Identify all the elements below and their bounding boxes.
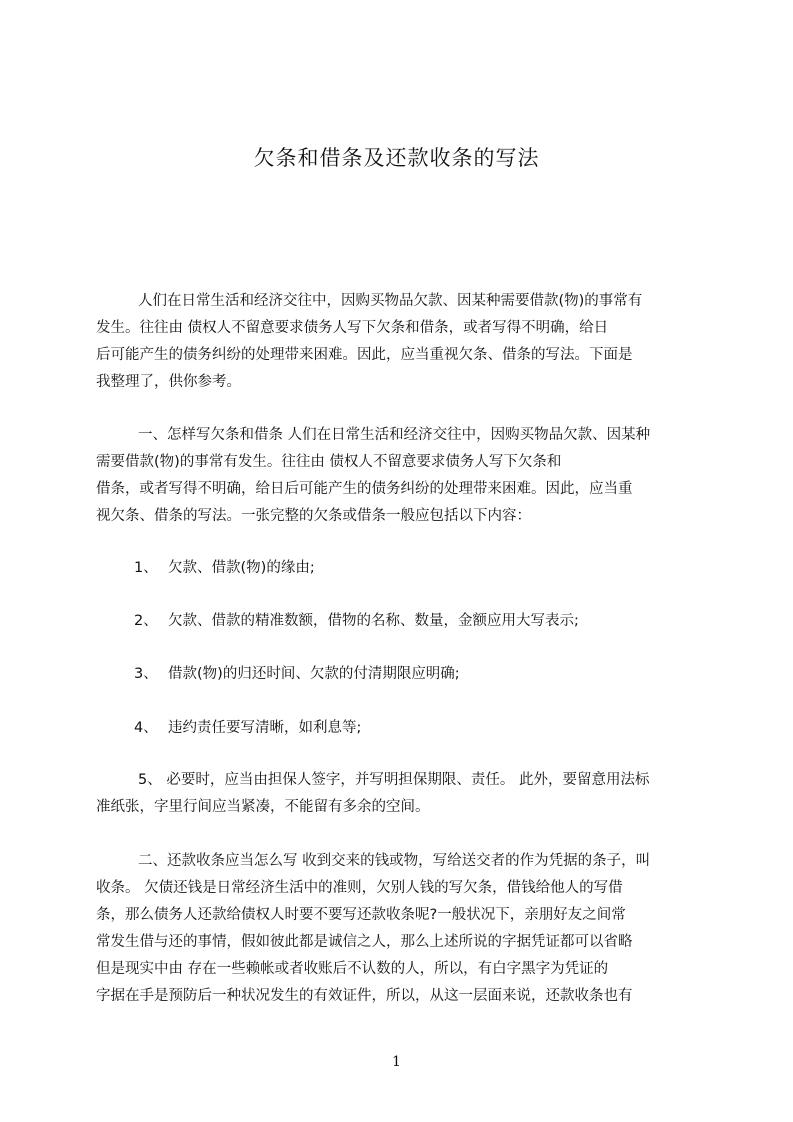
text-line: 一、怎样写欠条和借条 人们在日常生活和经济交往中，因购买物品欠款、因某种 [138, 427, 651, 443]
document-title: 欠条和借条及还款收条的写法 [253, 146, 540, 170]
text-line: 条，那么债务人还款给债权人时要不要写还款收条呢?一般状况下，亲朋好友之间常 [96, 907, 626, 923]
page-number: 1 [392, 1054, 401, 1070]
list-item-text: 欠款、借款的精准数额，借物的名称、数量，金额应用大写表示; [168, 613, 579, 629]
text-line: 但是现实中由 存在一些赖帐或者收账后不认数的人，所以，有白字黑字为凭证的 [96, 961, 609, 977]
text-line: 后可能产生的债务纠纷的处理带来困难。因此，应当重视欠条、借条的写法。下面是 [96, 347, 633, 363]
text-line: 人们在日常生活和经济交往中，因购买物品欠款、因某种需要借款(物)的事常有 [138, 293, 643, 309]
list-item [134, 662, 460, 686]
list-item-number: 3、 [134, 666, 158, 682]
list-item [134, 609, 579, 633]
text-line: 我整理了，供你参考。 [96, 374, 241, 390]
list-item-text: 违约责任要写清晰，如利息等; [168, 720, 362, 736]
text-line: 需要借款(物)的事常有发生。往往由 债权人不留意要求债务人写下欠条和 [96, 454, 562, 470]
intro-paragraph [96, 288, 708, 396]
list-item-number: 2、 [134, 613, 158, 629]
list-item-text: 借款(物)的归还时间、欠款的付清期限应明确; [168, 666, 460, 682]
text-line: 视欠条、借条的写法。一张完整的欠条或借条一般应包括以下内容： [96, 508, 531, 524]
list-item [134, 556, 315, 580]
list-item [134, 716, 361, 740]
list-item-number: 4、 [134, 720, 158, 736]
text-line: 发生。往往由 债权人不留意要求债务人写下欠条和借条，或者写得不明确，给日 [96, 320, 609, 336]
text-line: 准纸张，字里行间应当紧凑，不能留有多余的空间。 [96, 799, 430, 815]
text-line: 常发生借与还的事情，假如彼此都是诚信之人，那么上述所说的字据凭证都可以省略 [96, 934, 633, 950]
text-line: 借条，或者写得不明确，给日后可能产生的债务纠纷的处理带来困难。因此，应当重 [96, 481, 633, 497]
section-2-paragraph [96, 848, 708, 1010]
section-1-paragraph [96, 422, 708, 530]
list-item-text: 欠款、借款(物)的缘由; [168, 560, 315, 576]
text-line: 5、 必要时，应当由担保人签字，并写明担保期限、责任。 此外，要留意用法标 [138, 772, 650, 788]
text-line: 二、还款收条应当怎么写 收到交来的钱或物，写给送交者的作为凭据的条子，叫 [138, 853, 651, 869]
item-5-paragraph [96, 767, 708, 821]
text-line: 收条。 欠债还钱是日常经济生活中的准则，欠别人钱的写欠条，借钱给他人的写借 [96, 880, 623, 896]
text-line: 字据在手是预防后一种状况发生的有效证件，所以，从这一层面来说，还款收条也有 [96, 988, 633, 1004]
list-item-number: 1、 [134, 560, 158, 576]
